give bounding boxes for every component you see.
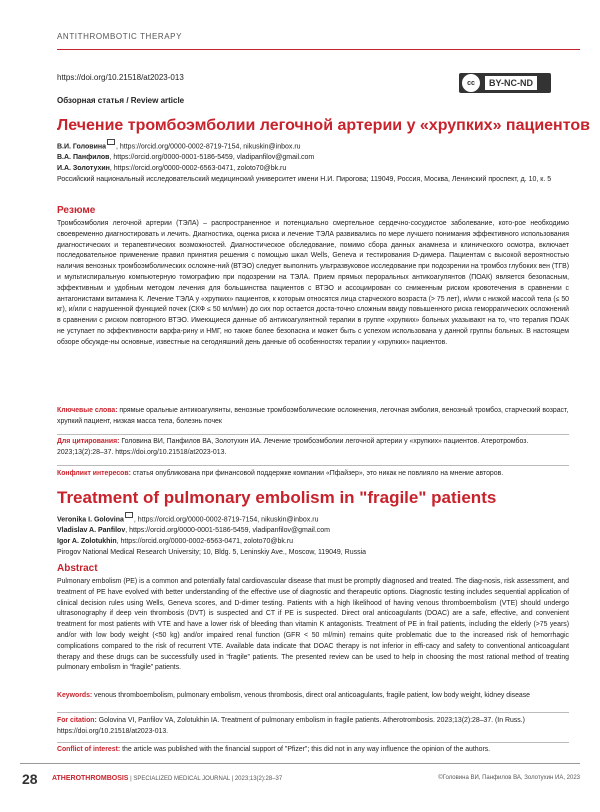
authors-ru — [57, 139, 567, 185]
affiliation-en: Pirogov National Medical Research University; 10, Bldg. 5, Leninskiy Ave., Moscow, 119049, Russia — [57, 549, 367, 557]
page-number: 28 — [22, 771, 38, 787]
abstract-heading-en: Abstract — [57, 563, 98, 574]
author-ru-1: В.И. Головина , https://orcid.org/0000-0002-8719-7154, nikuskin@inbox.ru — [57, 139, 567, 152]
copyright: ©Головина ВИ, Панфилов ВА, Золотухин ИА, 2023 — [438, 775, 580, 781]
running-title: ANTITHROMBOTIC THERAPY — [57, 32, 183, 41]
article-type: Обзорная статья / Review article — [57, 96, 185, 105]
authors-en — [57, 512, 567, 558]
citation-en: For citation: Golovina VI, Panfilov VA, Zolotukhin IA. Treatment of pulmonary embolism in fragile patients. Atherotrombosis. 2023;13(2):28–37. (In Russ.) https://doi.org/10.21518/at2023-013. — [57, 717, 525, 735]
author-en-1: Veronika I. Golovina , https://orcid.org/0000-0002-8719-7154, nikuskin@inbox.ru — [57, 512, 567, 525]
divider — [57, 434, 569, 435]
conflict-en: Conflict of interest: the article was published with the financial support of "Pfizer"; this did not in any way influence the opinion of the authors. — [57, 746, 491, 753]
license-label: BY-NC-ND — [485, 76, 537, 90]
divider — [57, 465, 569, 466]
abstract-heading-ru: Резюме — [57, 205, 96, 216]
author-ru-3: И.А. Золотухин, https://orcid.org/0000-0002-6563-0471, zoloto70@bk.ru — [57, 165, 287, 173]
mail-icon — [125, 512, 133, 518]
footer-divider — [20, 763, 580, 764]
journal-name: ATHEROTHROMBOSIS | SPECIALIZED MEDICAL JOURNAL | 2023;13(2):28–37 — [52, 775, 283, 782]
title-en: Treatment of pulmonary embolism in "fragile" patients — [57, 488, 497, 507]
header-divider — [57, 49, 580, 50]
divider — [57, 742, 569, 743]
doi-link[interactable]: https://doi.org/10.21518/at2023-013 — [57, 73, 184, 82]
cc-icon: cc — [462, 74, 480, 92]
mail-icon — [107, 139, 115, 145]
author-ru-2: В.А. Панфилов, https://orcid.org/0000-0001-5186-5459, vladipanfilov@gmail.com — [57, 154, 315, 162]
author-en-3: Igor A. Zolotukhin, https://orcid.org/0000-0002-6563-0471, zoloto70@bk.ru — [57, 538, 294, 546]
keywords-ru: Ключевые слова: прямые оральные антикоагулянты, венозные тромбоэмболические осложнения, легочная эмболия, венозный тромбоз, старческий возраст, хрупкий пациент, низкая масса тела, болезнь почек — [57, 407, 569, 425]
affiliation-ru: Российский национальный исследовательский медицинский университет имени Н.И. Пирогова; 119049, Россия, Москва, Ленинский проспект, д. 10, к. 5 — [57, 176, 552, 184]
abstract-en: Pulmonary embolism (PE) is a common and potentially fatal cardiovascular disease that must be promptly diagnosed and treated. The diag-nosis, risk assessment, and treatment of PE have evolved with better understanding of the effective use of diagnostic and therapeutic options. Diagnostic testing includes sequential application of clinical decision rules using Wells, Geneva scores, and D-dimer testing. Patients with a high likelihood of having venous thromboembolism (VTE) should undergo ultrasonography if deep vein thrombosis (DVT) is suspected and CT if PE is suspected. Direct oral anticoagulants (DOAC) are a safe, effective, and convenient treatment for most patients with VTE and have a lower risk of bleeding than vitamin K antagonists. Treatment of PE in frail patients, including the elderly (>75 years) and/or with low body weight (<50 kg) and/or impaired renal function (GFR < 50 ml/min) remains quite problematic due to the increased risk of hemorrhagic complications compared to the risk of recurrent VTE. Available data indicate that DOAC therapy is not inferior in effi-cacy and safety to conventional anticoagulant therapy and these drugs can be successfully used in “fragile” patients. The presented review can be used to help in choosing the most rational method of treating pulmonary embolism in “fragile” patients. — [57, 578, 569, 672]
cc-license-badge[interactable] — [459, 73, 551, 93]
conflict-ru: Конфликт интересов: статья опубликована при финансовой поддержке компании «Пфайзер», это никак не повлияло на мнение авторов. — [57, 470, 504, 477]
abstract-ru: Тромбоэмболия легочной артерии (ТЭЛА) – распространенное и потенциально смертельное сердечно-сосудистое заболевание, кото-рое необходимо своевременно диагностировать и лечить. Диагностика, оценка риска и лечение ТЭЛА развивались по мере лучшего понимания эффективного использования диагностических и терапевтических возможностей. Диагностическое обследование, помимо сбора данных анамнеза и клинического осмотра, включает последовательное применение правил принятия решения с помощью шкал Wells, Geneva и тестирования D-димера. Пациентам с высокой вероятностью наличия венозных тромбоэмболических осложне-ний (ВТЭО) следует выполнить ультразвуковое исследование при подозрении на тромбоз глубоких вен (ТГВ) и мультиспиральную компьютерную томографию при подозрении на ТЭЛА. Прием прямых пероральных антикоагулянтов (ПОАК) является безопасным, эффективным и удобным методом лечения для большинства пациентов с ВТЭО и ассоциирован со сниженным риском кровотечения в сравнении с антагонистами витамина К. Лечение ТЭЛА у «хрупких» пациентов, к которым относятся лица старческого возраста (> 75 лет), и/или с низкой массой тела (≤ 50 кг), и/или с нарушенной функцией почек (СКФ ≤ 50 мл/мин) до сих пор остается доста-точно сложным ввиду повышенного риска геморрагических осложнений в сравнении с риском повторного ВТЭО. Имеющиеся данные об антикоагулянтной терапии в группе «хрупких» больных указывают на то, что терапия ПОАК не уступает по эффективности варфа-рину и НМГ, но также более безопасна и может быть с успехом использована у данной группы больных. В настоящем обзоре обсужде-ны основные, известные на сегодняшний день данные об особенностях терапии у «хрупких» пациентов. — [57, 220, 569, 346]
keywords-en: Keywords: venous thromboembolism, pulmonary embolism, venous thrombosis, direct oral anticoagulants, fragile patient, low body weight, kidney disease — [57, 692, 531, 699]
title-ru: Лечение тромбоэмболии легочной артерии у «хрупких» пациентов — [57, 117, 590, 134]
divider — [57, 712, 569, 713]
citation-ru: Для цитирования: Головина ВИ, Панфилов ВА, Золотухин ИА. Лечение тромбоэмболии легочной артерии у «хрупких» пациентов. Атеротромбоз. 2023;13(2):28–37. https://doi.org/10.21518/at2023-013. — [57, 438, 529, 456]
author-en-2: Vladislav A. Panfilov, https://orcid.org/0000-0001-5186-5459, vladipanfilov@gmail.com — [57, 527, 330, 535]
